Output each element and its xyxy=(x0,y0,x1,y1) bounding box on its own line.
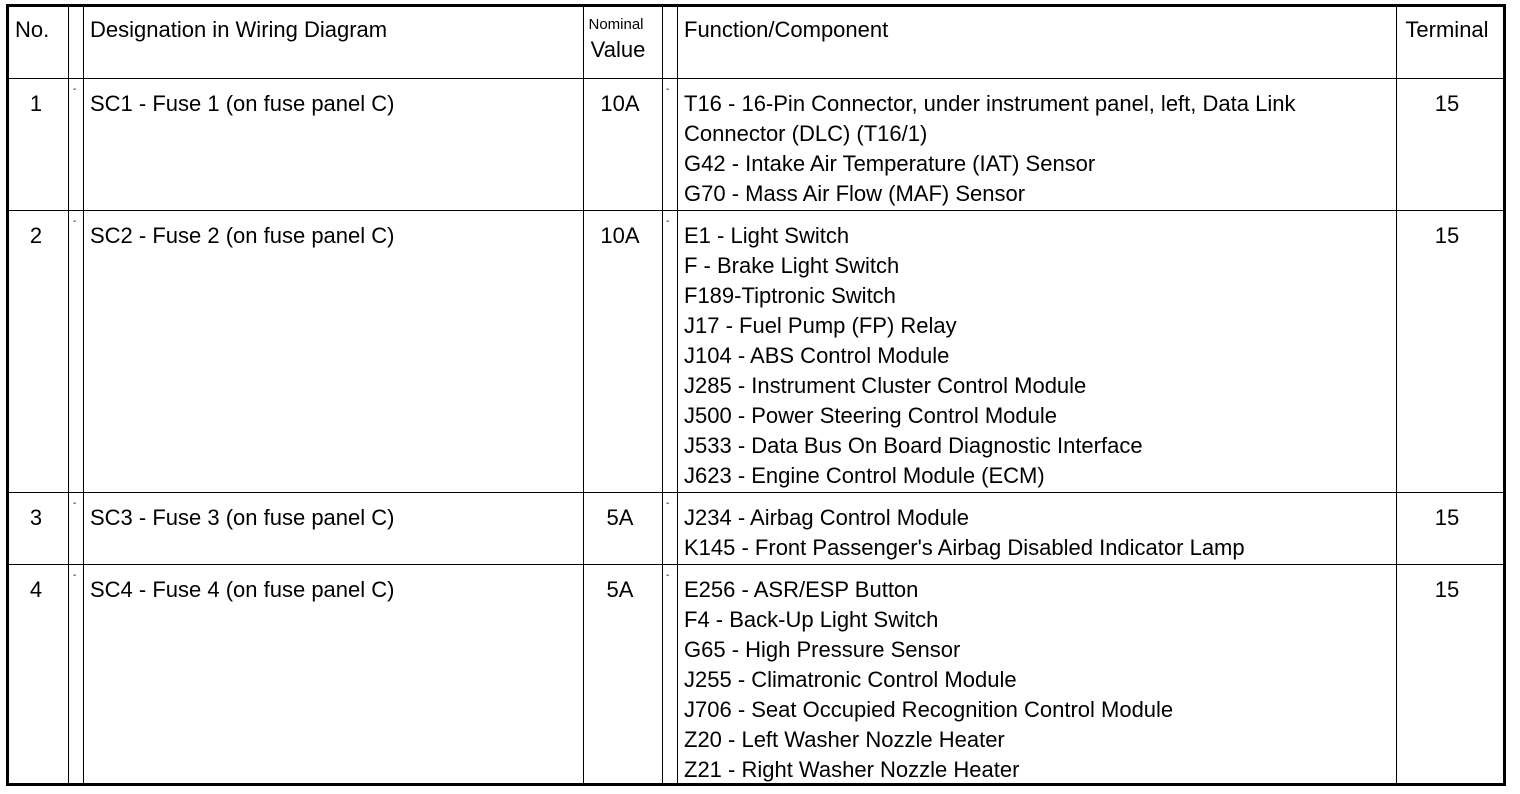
row-terminal: 15 xyxy=(1434,577,1460,602)
col-divider xyxy=(83,7,84,783)
row-terminal: 15 xyxy=(1434,223,1460,248)
row-designation: SC4 - Fuse 4 (on fuse panel C) xyxy=(90,577,395,602)
component-item: J285 - Instrument Cluster Control Module xyxy=(684,373,1087,398)
tick-mark: - xyxy=(666,216,670,227)
tick-mark: - xyxy=(666,570,670,581)
fuse-table xyxy=(6,4,1506,786)
row-divider xyxy=(9,564,1503,565)
header-terminal: Terminal xyxy=(1405,17,1489,42)
component-item: Z21 - Right Washer Nozzle Heater xyxy=(684,757,1020,782)
component-item: J255 - Climatronic Control Module xyxy=(684,667,1017,692)
row-no: 3 xyxy=(29,505,43,530)
col-divider xyxy=(1396,7,1397,783)
col-divider xyxy=(677,7,678,783)
row-no: 2 xyxy=(29,223,43,248)
header-no: No. xyxy=(15,17,50,42)
col-divider xyxy=(662,7,663,783)
row-no: 4 xyxy=(29,577,43,602)
tick-mark: - xyxy=(73,570,77,581)
row-terminal: 15 xyxy=(1434,91,1460,116)
component-item: Connector (DLC) (T16/1) xyxy=(684,121,928,146)
row-value: 10A xyxy=(600,91,640,116)
component-item: Z20 - Left Washer Nozzle Heater xyxy=(684,727,1005,752)
component-item: E1 - Light Switch xyxy=(684,223,850,248)
header-function: Function/Component xyxy=(684,17,889,42)
row-designation: SC2 - Fuse 2 (on fuse panel C) xyxy=(90,223,395,248)
component-item: J533 - Data Bus On Board Diagnostic Interface xyxy=(684,433,1143,458)
component-item: J104 - ABS Control Module xyxy=(684,343,950,368)
row-value: 10A xyxy=(600,223,640,248)
component-item: F4 - Back-Up Light Switch xyxy=(684,607,939,632)
component-item: J706 - Seat Occupied Recognition Control Module xyxy=(684,697,1174,722)
component-item: J17 - Fuel Pump (FP) Relay xyxy=(684,313,957,338)
tick-mark: - xyxy=(666,498,670,509)
row-designation: SC1 - Fuse 1 (on fuse panel C) xyxy=(90,91,395,116)
component-item: J623 - Engine Control Module (ECM) xyxy=(684,463,1045,488)
row-terminal: 15 xyxy=(1434,505,1460,530)
header-value: Value xyxy=(590,37,646,62)
component-item: G70 - Mass Air Flow (MAF) Sensor xyxy=(684,181,1026,206)
header-nominal: Nominal xyxy=(588,16,644,33)
component-item: F189-Tiptronic Switch xyxy=(684,283,896,308)
row-components xyxy=(684,575,1173,785)
row-components xyxy=(684,221,1143,491)
tick-mark: - xyxy=(666,84,670,95)
row-divider xyxy=(9,78,1503,79)
row-value: 5A xyxy=(606,505,634,530)
component-item: E256 - ASR/ESP Button xyxy=(684,577,919,602)
component-item: T16 - 16-Pin Connector, under instrument panel, left, Data Link xyxy=(684,91,1296,116)
row-designation: SC3 - Fuse 3 (on fuse panel C) xyxy=(90,505,395,530)
row-divider xyxy=(9,210,1503,211)
component-item: F - Brake Light Switch xyxy=(684,253,900,278)
row-components xyxy=(684,503,1245,563)
component-item: J500 - Power Steering Control Module xyxy=(684,403,1057,428)
component-item: G65 - High Pressure Sensor xyxy=(684,637,961,662)
row-no: 1 xyxy=(29,91,43,116)
component-item: G42 - Intake Air Temperature (IAT) Sensor xyxy=(684,151,1096,176)
row-components xyxy=(684,89,1295,209)
header-designation: Designation in Wiring Diagram xyxy=(90,17,388,42)
col-divider xyxy=(68,7,69,783)
tick-mark: - xyxy=(73,84,77,95)
tick-mark: - xyxy=(73,498,77,509)
row-value: 5A xyxy=(606,577,634,602)
component-item: J234 - Airbag Control Module xyxy=(684,505,969,530)
row-divider xyxy=(9,492,1503,493)
col-divider xyxy=(583,7,584,783)
tick-mark: - xyxy=(73,216,77,227)
component-item: K145 - Front Passenger's Airbag Disabled Indicator Lamp xyxy=(684,535,1245,560)
